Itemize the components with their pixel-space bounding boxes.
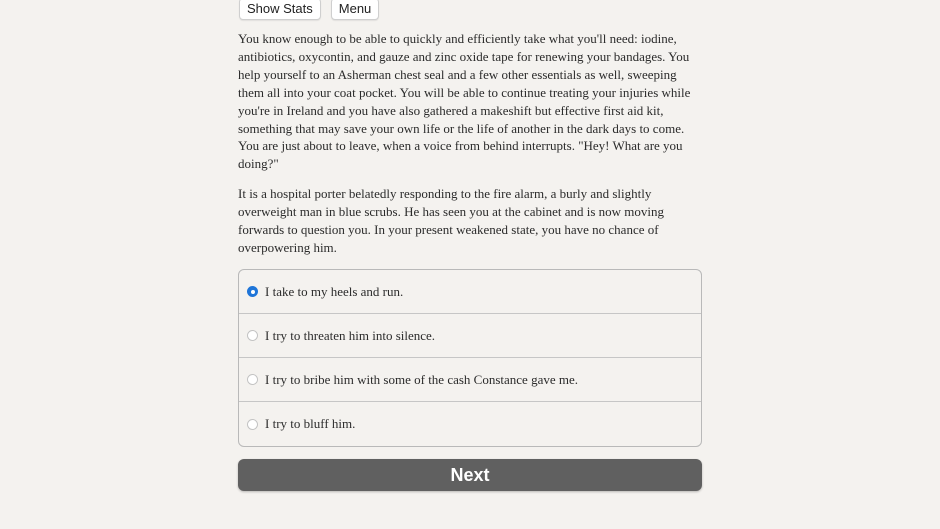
choice-label: I try to bluff him.	[265, 416, 356, 431]
choice-label: I try to bribe him with some of the cash Constance gave me.	[265, 371, 579, 387]
choice-label: I try to threaten him into silence.	[265, 327, 436, 343]
choice-option-bluff[interactable]	[239, 402, 701, 446]
story-text	[238, 30, 702, 269]
choice-option-bribe[interactable]	[239, 358, 701, 402]
radio-button-selected[interactable]	[247, 286, 258, 297]
story-paragraph: It is a hospital porter belatedly responding to the fire alarm, a burly and slightly overweight man in blue scrubs. He has seen you at the cabinet and is now moving forwards to question you. In your present weakened state, you have no chance of overpowering him.	[238, 186, 665, 255]
choice-label: I take to my heels and run.	[265, 283, 404, 299]
radio-button[interactable]	[247, 419, 258, 430]
choice-list	[238, 269, 702, 447]
menu-button[interactable]: Menu	[331, 0, 380, 20]
top-toolbar	[239, 0, 379, 20]
radio-button[interactable]	[247, 330, 258, 341]
choice-option-run[interactable]	[239, 270, 701, 314]
next-button[interactable]: Next	[238, 459, 702, 491]
story-paragraph: You know enough to be able to quickly and efficiently take what you'll need: iodine, antibiotics, oxycontin, and gauze and zinc oxide tape for renewing your bandages. You help yourself to an Asherman chest seal and a few other essentials as well, sweeping them all into your coat pocket. You will be able to continue treating your injuries while you're in Ireland and you have also gathered a makeshift but effective first aid kit, something that may save your own life or the life of another in the dark days to come. You are just about to leave, when a voice from behind interrupts. "Hey! What are you doing?"	[238, 31, 691, 172]
radio-button[interactable]	[247, 374, 258, 385]
choice-option-threaten[interactable]	[239, 314, 701, 358]
show-stats-button[interactable]: Show Stats	[239, 0, 321, 20]
